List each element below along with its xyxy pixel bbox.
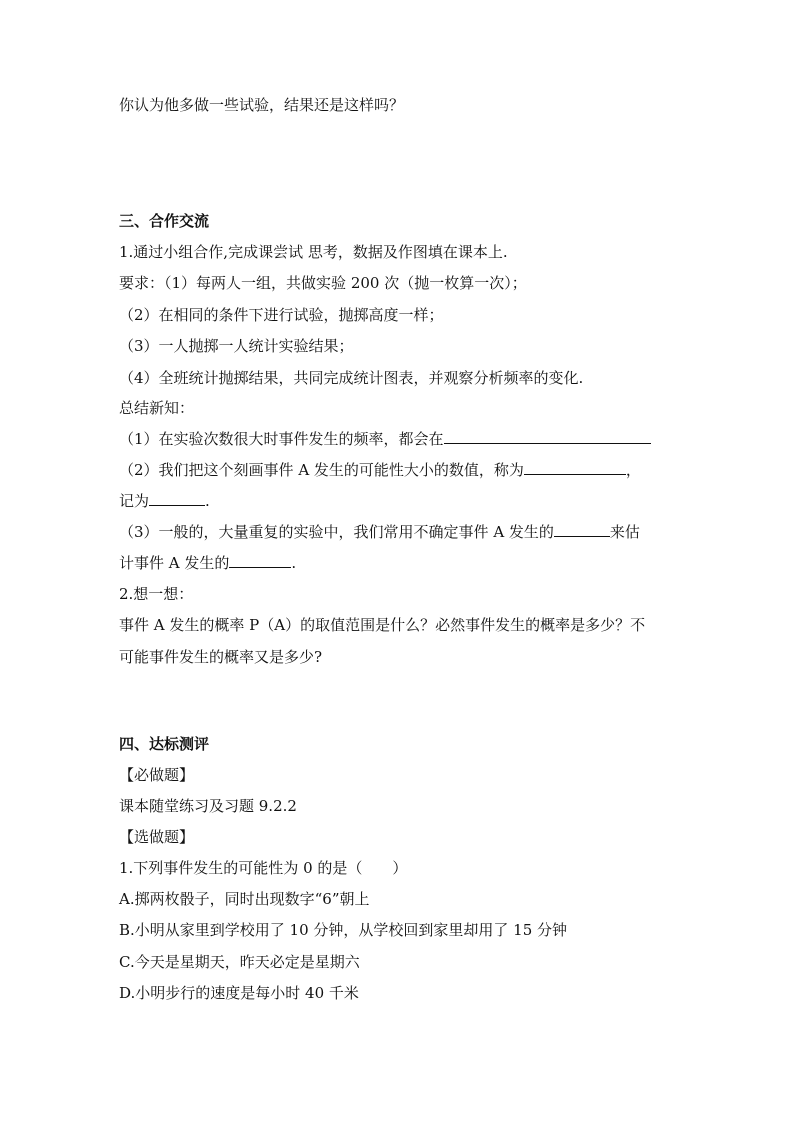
requirement-4: （4）全班统计抛掷结果，共同完成统计图表，并观察分析频率的变化.	[119, 369, 584, 387]
required-text: 课本随堂练习及习题 9.2.2	[119, 797, 297, 815]
summary-3-text-2: 计事件 A 发生的	[119, 554, 230, 572]
summary-label: 总结新知：	[119, 399, 195, 417]
section-3-item-1: 1.通过小组合作,完成课尝试 思考，数据及作图填在课本上.	[119, 243, 508, 261]
summary-3-period: .	[291, 554, 297, 572]
summary-2-cont	[119, 491, 684, 511]
requirement-3: （3）一人抛掷一人统计实验结果；	[119, 337, 354, 355]
summary-3	[119, 522, 684, 542]
requirement-2: （2）在相同的条件下进行试验，抛掷高度一样；	[119, 306, 444, 324]
summary-1-text: （1）在实验次数很大时事件发生的频率，都会在	[119, 430, 444, 448]
summary-3-tail: 来估	[609, 523, 640, 541]
requirement-1: 要求：（1）每两人一组，共做实验 200 次（抛一枚算一次）；	[119, 274, 527, 292]
summary-3-cont	[119, 553, 684, 573]
summary-2-record-label: 记为	[119, 492, 150, 510]
option-b: B.小明从家里到学校用了 10 分钟，从学校回到家里却用了 15 分钟	[119, 921, 568, 939]
summary-1	[119, 429, 684, 449]
think-question-line-2: 可能事件发生的概率又是多少?	[119, 648, 323, 666]
intro-question: 你认为他多做一些试验，结果还是这样吗？	[119, 96, 405, 114]
option-c: C.今天是星期天，昨天必定是星期六	[119, 953, 360, 971]
answer-blank[interactable]	[444, 429, 651, 444]
answer-blank[interactable]	[149, 491, 205, 506]
section-4-heading: 四、达标测评	[119, 735, 210, 753]
answer-blank[interactable]	[554, 522, 610, 537]
summary-3-text: （3）一般的，大量重复的实验中，我们常用不确定事件 A 发生的	[119, 523, 554, 541]
think-label: 2.想一想：	[119, 585, 194, 603]
think-question-line-1: 事件 A 发生的概率 P（A）的取值范围是什么？必然事件发生的概率是多少？不	[119, 616, 646, 634]
answer-blank[interactable]	[229, 553, 291, 568]
question-1: 1.下列事件发生的可能性为 0 的是（ ）	[119, 859, 408, 877]
summary-2	[119, 460, 684, 480]
summary-2-comma: ，	[625, 461, 641, 479]
summary-2-period: .	[205, 492, 210, 510]
section-3-heading: 三、合作交流	[119, 212, 210, 230]
option-d: D.小明步行的速度是每小时 40 千米	[119, 984, 359, 1002]
required-label: 【必做题】	[119, 766, 195, 784]
option-a: A.掷两枚骰子，同时出现数字“6”朝上	[119, 890, 370, 908]
optional-label: 【选做题】	[119, 828, 195, 846]
summary-2-text: （2）我们把这个刻画事件 A 发生的可能性大小的数值，称为	[119, 461, 524, 479]
answer-blank[interactable]	[524, 460, 626, 475]
